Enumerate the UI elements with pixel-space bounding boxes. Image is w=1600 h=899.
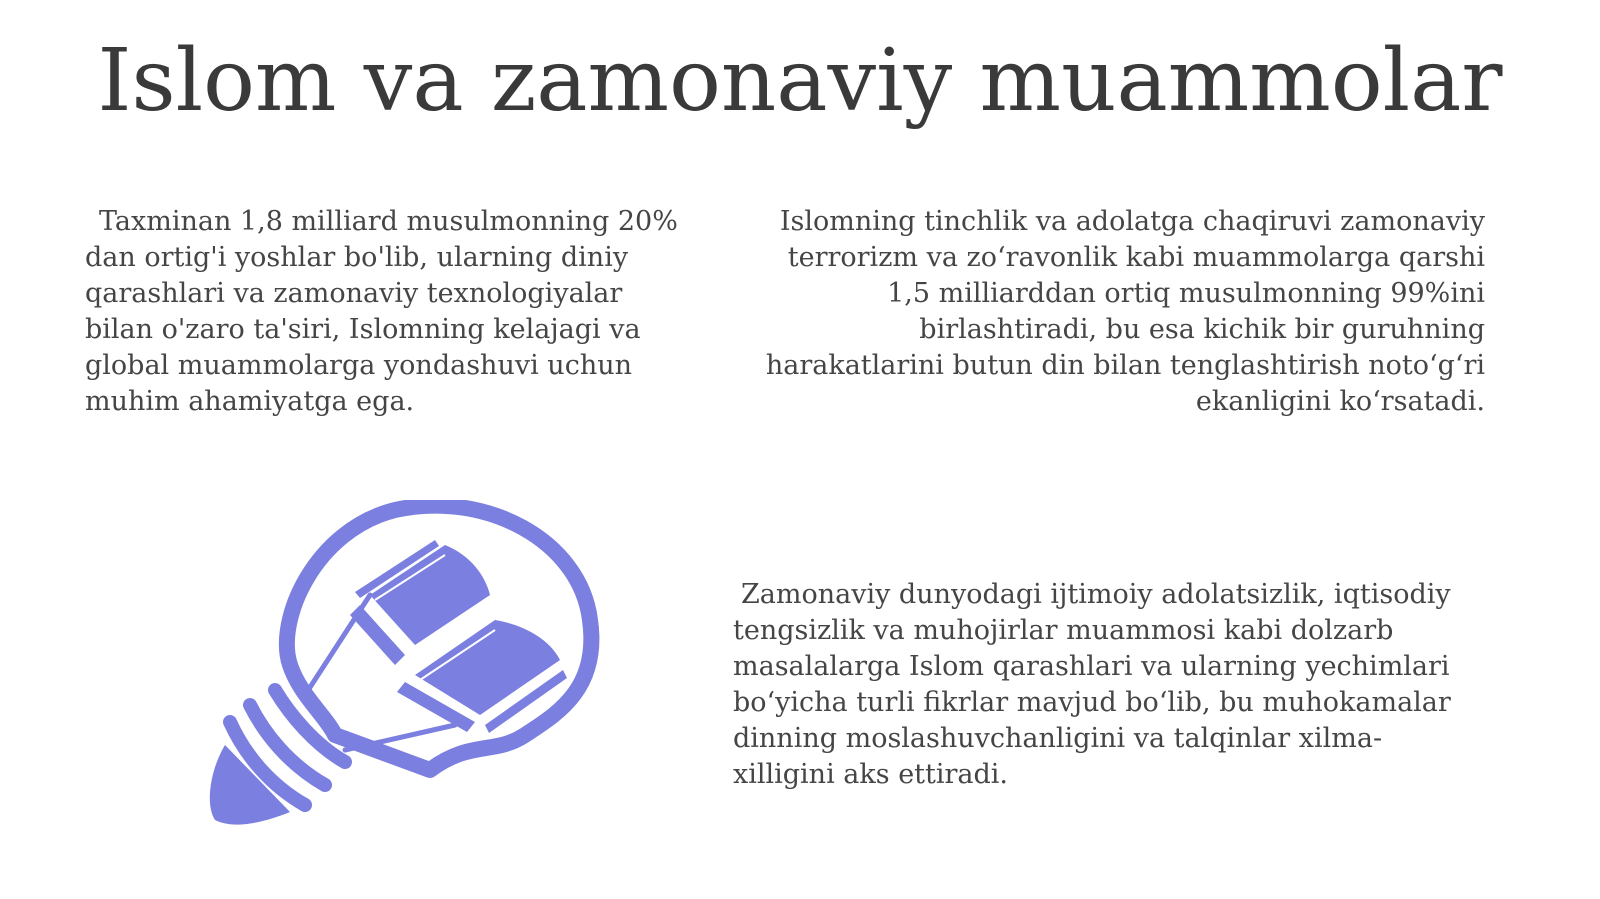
paragraph-peace: Islomning tinchlik va adolatga chaqiruvi zamonaviy terrorizm va zo‘ravonlik kabi muammolarga qarshi 1,5 milliarddan ortiq musulmonning 99%ini birlashtiradi, bu esa kichik bir guruhning harakatlarini butun din bilan tenglashtirish noto‘g‘ri ekanligini ko‘rsatadi. bbox=[765, 206, 1485, 417]
books bbox=[350, 540, 567, 733]
lightbulb-with-books-icon bbox=[195, 500, 625, 845]
slide-title: Islom va zamonaviy muammolar bbox=[97, 31, 1503, 131]
paragraph-social-justice: Zamonaviy dunyodagi ijtimoiy adolatsizlik, iqtisodiy tengsizlik va muhojirlar muammosi kabi dolzarb masalalarga Islom qarashlari va ularning yechimlari bo‘yicha turli fikrlar mavjud bo‘lib, bu muhokamalar dinning moslashuvchanligini va talqinlar xilma-xilligini aks ettiradi. bbox=[733, 579, 1451, 790]
paragraph-youth: Taxminan 1,8 milliard musulmonning 20% dan ortig'i yoshlar bo'lib, ularning diniy qarashlari va zamonaviy texnologiyalar bilan o'zaro ta'siri, Islomning kelajagi va global muammolarga yondashuvi uchun muhim ahamiyatga ega. bbox=[85, 206, 678, 417]
